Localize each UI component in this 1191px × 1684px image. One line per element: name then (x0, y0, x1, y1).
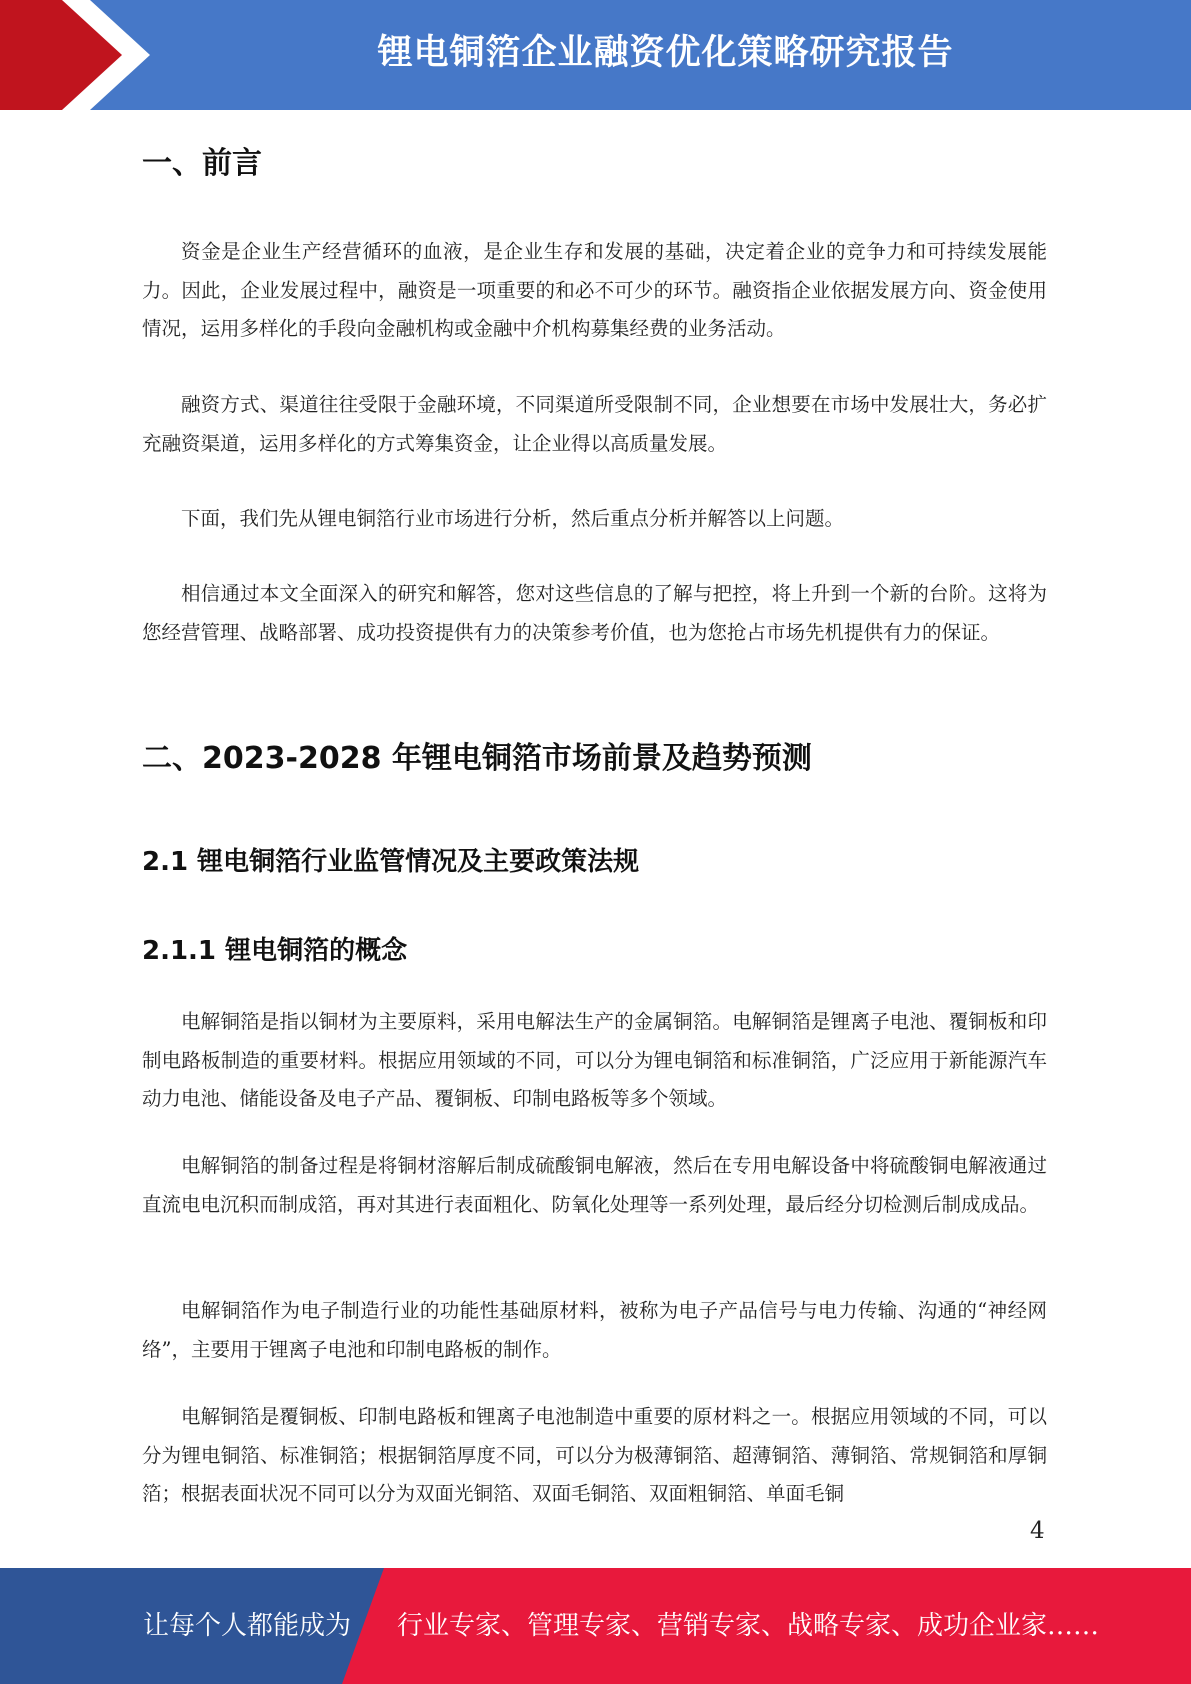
section-heading-market-outlook: 二、2023-2028 年锂电铜箔市场前景及趋势预测 (142, 741, 812, 776)
report-title: 锂电铜箔企业融资优化策略研究报告 (377, 33, 954, 73)
paragraph: 相信通过本文全面深入的研究和解答，您对这些信息的了解与把控，将上升到一个新的台阶。这将为您经营管理、战略部署、成功投资提供有力的决策参考价值，也为您抢占市场先机提供有力的保证。 (142, 582, 1047, 644)
paragraph: 融资方式、渠道往往受限于金融环境，不同渠道所受限制不同，企业想要在市场中发展壮大，务必扩充融资渠道，运用多样化的方式筹集资金，让企业得以高质量发展。 (142, 393, 1047, 455)
subsection-heading-regulation: 2.1 锂电铜箔行业监管情况及主要政策法规 (142, 847, 640, 877)
paragraph: 电解铜箔是覆铜板、印制电路板和锂离子电池制造中重要的原材料之一。根据应用领域的不同，可以分为锂电铜箔、标准铜箔；根据铜箔厚度不同，可以分为极薄铜箔、超薄铜箔、薄铜箔、常规铜箔和厚铜箔；根据表面状况不同可以分为双面光铜箔、双面毛铜箔、双面粗铜箔、单面毛铜 (142, 1405, 1047, 1505)
section-heading-preface: 一、前言 (142, 146, 262, 181)
subsection-heading-concept: 2.1.1 锂电铜箔的概念 (142, 936, 408, 966)
paragraph: 电解铜箔的制备过程是将铜材溶解后制成硫酸铜电解液，然后在专用电解设备中将硫酸铜电解液通过直流电电沉积而制成箔，再对其进行表面粗化、防氧化处理等一系列处理，最后经分切检测后制成成品。 (142, 1154, 1047, 1216)
report-footer (0, 1568, 1191, 1684)
paragraph: 电解铜箔作为电子制造行业的功能性基础原材料，被称为电子产品信号与电力传输、沟通的“神经网络”，主要用于锂离子电池和印制电路板的制作。 (142, 1299, 1047, 1361)
paragraph: 下面，我们先从锂电铜箔行业市场进行分析，然后重点分析并解答以上问题。 (181, 507, 845, 530)
footer-slogan-left: 让每个人都能成为 (143, 1611, 352, 1641)
footer-slogan-right: 行业专家、管理专家、营销专家、战略专家、成功企业家…… (397, 1611, 1100, 1641)
paragraph: 电解铜箔是指以铜材为主要原料，采用电解法生产的金属铜箔。电解铜箔是锂离子电池、覆铜板和印制电路板制造的重要材料。根据应用领域的不同，可以分为锂电铜箔和标准铜箔，广泛应用于新能源汽车动力电池、储能设备及电子产品、覆铜板、印制电路板等多个领域。 (142, 1010, 1047, 1110)
header-arrow-decoration (0, 0, 160, 110)
page-number: 4 (1030, 1518, 1045, 1544)
paragraph: 资金是企业生产经营循环的血液，是企业生存和发展的基础，决定着企业的竞争力和可持续发展能力。因此，企业发展过程中，融资是一项重要的和必不可少的环节。融资指企业依据发展方向、资金使用情况，运用多样化的手段向金融机构或金融中介机构募集经费的业务活动。 (142, 240, 1047, 340)
report-header (0, 0, 1191, 110)
